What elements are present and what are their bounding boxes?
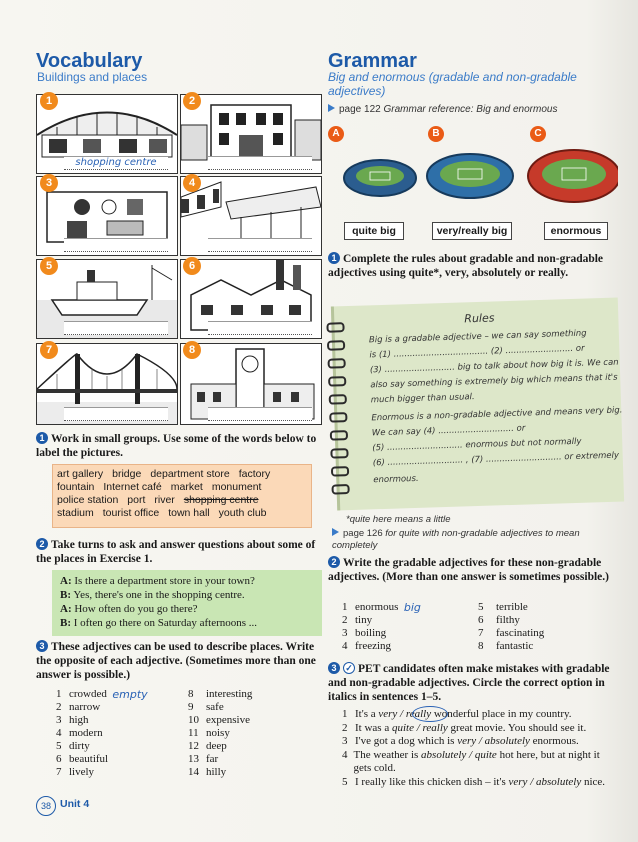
picture-number-1: 1 [40, 92, 58, 110]
pet-exam-icon: ✓ [343, 662, 355, 674]
adjective-list-left: 1 crowded empty 2 narrow 3 high 4 modern 5 dirty 6 beautiful 7 lively [56, 688, 148, 778]
option-pair[interactable]: quite / really [391, 721, 448, 734]
unit-label: Unit 4 [60, 798, 90, 810]
sentence-list: 1 It's a very / really wonderful place in my country. 2 It was a quite / really great movie. You should see it. 3 I've got a dog which is very / absolutely enormous. 4 The weather is absolutely / quite hot here, but at night it gets cold. 5 I really like this chicken dish – it's very / absolutely nice. [342, 708, 606, 788]
answer-line-1[interactable]: shopping centre [64, 156, 168, 170]
handwritten-circle [412, 706, 448, 722]
rules-title: Rules [464, 311, 495, 326]
picture-number-2: 2 [183, 92, 201, 110]
handwritten-answer: big [403, 601, 421, 614]
stadium-medium-illustration [424, 146, 516, 202]
grammar-title: Grammar [328, 50, 417, 72]
grammar-exercise-2-instructions: 2 Write the gradable adjectives for these non-gradable adjectives. (More than one answer is sometimes possible.) [328, 557, 609, 583]
grammar-reference-2[interactable]: page 126 for quite with non-gradable adjectives to mean completely [332, 528, 580, 551]
adjective-list-right: 8 interesting 9 safe 10 expensive 11 noisy 12 deep 13 far 14 hilly [188, 688, 253, 778]
stadium-large-illustration [526, 144, 618, 204]
stadium-label-a: quite big [344, 222, 404, 240]
answer-line-5[interactable] [64, 321, 168, 335]
stadium-label-c: enormous [544, 222, 608, 240]
stadium-label-b: very/really big [432, 222, 512, 240]
non-gradable-list-right: 5 terrible 6 filthy 7 fascinating 8 fantastic [478, 601, 545, 652]
stadium-small-illustration [340, 150, 420, 200]
option-pair[interactable]: very / absolutely [508, 775, 582, 788]
answer-line-6[interactable] [208, 321, 312, 335]
exercise-3-instructions: 3 These adjectives can be used to describe places. Write the opposite of each adjective. (Sometimes more than one answer is possible.) [36, 641, 316, 681]
picture-number-6: 6 [183, 257, 201, 275]
play-arrow-icon [328, 104, 335, 112]
option-pair[interactable]: very / really [378, 708, 432, 720]
exercise-1-number: 1 [36, 432, 48, 444]
struck-word: shopping centre [183, 494, 259, 506]
picture-number-5: 5 [40, 257, 58, 275]
handwritten-answer: empty [112, 688, 148, 701]
example-dialogue: A: Is there a department store in your town? B: Yes, there's one in the shopping centre. A: How often do you go there? B: I often go there on Saturday afternoons ... [52, 570, 322, 636]
grammar-subtitle: Big and enormous (gradable and non-gradable adjectives) [328, 70, 577, 98]
answer-line-4[interactable] [208, 238, 312, 252]
stadium-badge-c: C [530, 126, 546, 142]
vocab-subtitle: Buildings and places [37, 70, 148, 84]
option-pair[interactable]: very / absolutely [457, 735, 530, 747]
picture-number-4: 4 [183, 174, 201, 192]
grammar-reference[interactable]: page 122 Grammar reference: Big and enormous [328, 104, 557, 115]
grammar-exercise-1-instructions: 1 Complete the rules about gradable and non-gradable adjectives using quite*, very, absolutely or really. [328, 253, 604, 279]
rules-notebook: Rules Big is a gradable adjective – we can say something is (1) ................................... (2) ......................... or (3) .......................... big to talk about how big it is. We can also say something is extremely big which means that it's much bigger than usual. Enormous is a non-gradable adjective and means very big. We can say (4) ............................ or (5) ............................ enormous but not normally (6) ............................ , (7) ............................ or extremely enormous. [331, 298, 624, 511]
option-pair[interactable]: absolutely / quite [421, 748, 497, 761]
spiral-ring [326, 322, 344, 333]
exercise-2-instructions: 2 Take turns to ask and answer questions about some of the places in Exercise 1. [36, 539, 316, 565]
answer-line-2[interactable] [208, 156, 312, 170]
quite-footnote: *quite here means a little [346, 514, 451, 525]
picture-number-7: 7 [40, 341, 58, 359]
word-box: art gallery bridge department store factory fountain Internet café market monument police station port river shopping centre stadium tourist office town hall youth club [52, 464, 312, 528]
vocab-title: Vocabulary [36, 50, 143, 72]
grammar-exercise-3-instructions: 3 ✓ PET candidates often make mistakes with gradable and non-gradable adjectives. Circle the correct option in italics in sentences 1–5. [328, 663, 610, 703]
page-number: 38 [36, 796, 56, 816]
exercise-1-instructions: 1 Work in small groups. Use some of the words below to label the pictures. [36, 433, 317, 459]
non-gradable-list-left: 1 enormous big 2 tiny 3 boiling 4 freezing [342, 601, 421, 652]
answer-line-3[interactable] [64, 238, 168, 252]
answer-line-7[interactable] [64, 407, 168, 421]
play-arrow-icon [332, 528, 339, 536]
answer-line-8[interactable] [208, 407, 312, 421]
picture-number-3: 3 [40, 174, 58, 192]
stadium-badge-b: B [428, 126, 444, 142]
stadium-badge-a: A [328, 126, 344, 142]
picture-number-8: 8 [183, 341, 201, 359]
